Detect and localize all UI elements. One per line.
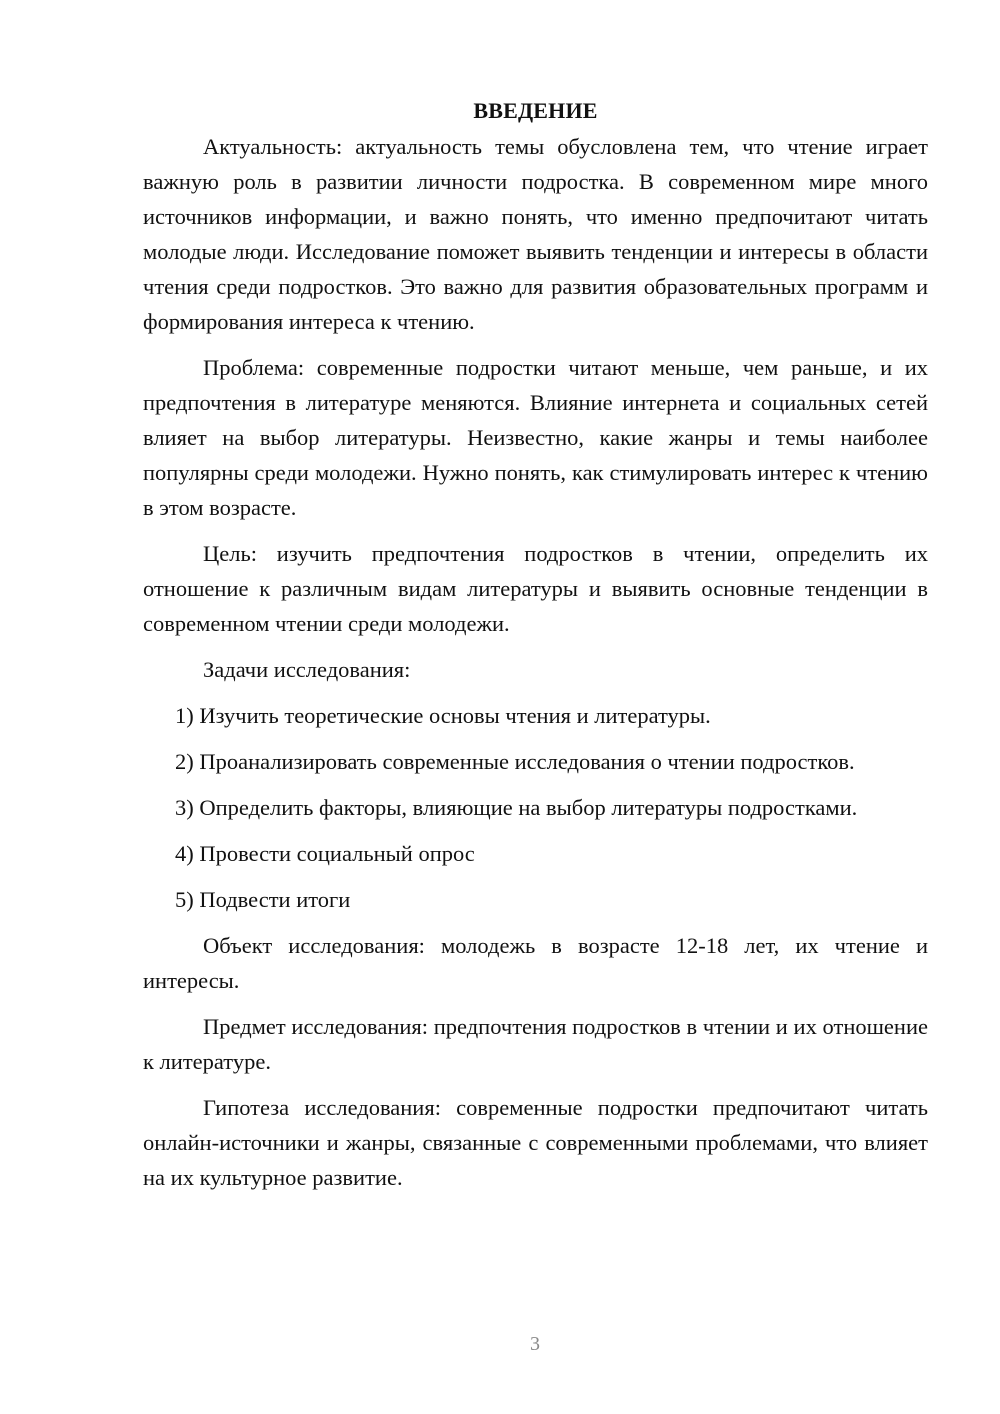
task-item-2: 2) Проанализировать современные исследования о чтении подростков. <box>175 749 855 774</box>
task-item-4: 4) Провести социальный опрос <box>175 841 475 866</box>
task-item-3: 3) Определить факторы, влияющие на выбор литературы подростками. <box>175 795 858 820</box>
problem-paragraph: Проблема: современные подростки читают меньше, чем раньше, и их предпочтения в литературе меняются. Влияние интернета и социальных сетей влияет на выбор литературы. Неизвестно, какие жанры и темы наиболее популярны среди молодежи. Нужно понять, как стимулировать интерес к чтению в этом возрасте. <box>143 355 928 520</box>
document-page <box>143 95 928 1206</box>
page-number: 3 <box>530 1333 540 1355</box>
subject-paragraph: Предмет исследования: предпочтения подростков в чтении и их отношение к литературе. <box>143 1014 928 1074</box>
tasks-title: Задачи исследования: <box>203 657 411 682</box>
hypothesis-paragraph: Гипотеза исследования: современные подростки предпочитают читать онлайн-источники и жанры, связанные с современными проблемами, что влияет на их культурное развитие. <box>143 1095 928 1190</box>
section-heading: ВВЕДЕНИЕ <box>473 98 598 123</box>
task-item-5: 5) Подвести итоги <box>175 887 351 912</box>
goal-paragraph: Цель: изучить предпочтения подростков в чтении, определить их отношение к различным видам литературы и выявить основные тенденции в современном чтении среди молодежи. <box>143 541 928 636</box>
object-paragraph: Объект исследования: молодежь в возрасте 12-18 лет, их чтение и интересы. <box>143 933 928 993</box>
task-item-1: 1) Изучить теоретические основы чтения и литературы. <box>175 703 711 728</box>
relevance-paragraph: Актуальность: актуальность темы обусловлена тем, что чтение играет важную роль в развитии личности подростка. В современном мире много источников информации, и важно понять, что именно предпочитают читать молодые люди. Исследование поможет выявить тенденции и интересы в области чтения среди подростков. Это важно для развития образовательных программ и формирования интереса к чтению. <box>143 134 928 334</box>
